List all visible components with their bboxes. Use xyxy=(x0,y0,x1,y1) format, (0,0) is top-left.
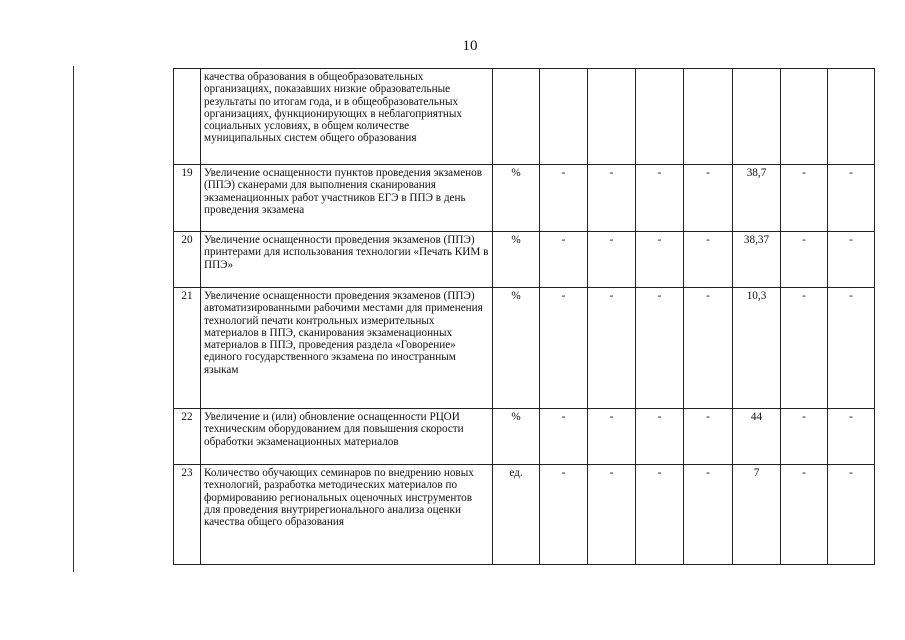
value-cell xyxy=(828,69,875,165)
value-cell: - xyxy=(540,288,588,409)
indicator-name: Увеличение оснащенности проведения экзаменов (ППЭ) автоматизированными рабочими местами для применения технологий печати контрольных измерительных материалов в ППЭ, сканирования экзаменационных материалов в ППЭ, проведения раздела «Говорение» единого государственного экзамена по иностранным языкам xyxy=(201,288,493,409)
value-cell xyxy=(588,69,636,165)
value-cell: - xyxy=(781,165,828,232)
unit-cell: % xyxy=(493,232,540,288)
page-number: 10 xyxy=(462,38,478,54)
row-number xyxy=(174,69,201,165)
value-cell: - xyxy=(588,409,636,465)
indicator-name: Количество обучающих семинаров по внедрению новых технологий, разработка методических материалов по формированию региональных оценочных инструментов для проведения внутрирегионального анализа оценки качества общего образования xyxy=(201,465,493,565)
value-cell: 10,3 xyxy=(733,288,781,409)
value-cell: - xyxy=(588,465,636,565)
table-body xyxy=(174,69,875,565)
indicator-name: Увеличение оснащенности проведения экзаменов (ППЭ) принтерами для использования технологии «Печать КИМ в ППЭ» xyxy=(201,232,493,288)
value-cell: - xyxy=(588,288,636,409)
value-cell xyxy=(781,69,828,165)
value-cell: 44 xyxy=(733,409,781,465)
value-cell: 38,7 xyxy=(733,165,781,232)
value-cell: - xyxy=(781,409,828,465)
table-row xyxy=(174,409,875,465)
value-cell: 7 xyxy=(733,465,781,565)
value-cell: - xyxy=(828,232,875,288)
value-cell: - xyxy=(781,232,828,288)
unit-cell xyxy=(493,69,540,165)
value-cell: - xyxy=(684,165,733,232)
value-cell: 38,37 xyxy=(733,232,781,288)
unit-cell: % xyxy=(493,409,540,465)
value-cell: - xyxy=(781,288,828,409)
value-cell xyxy=(540,69,588,165)
value-cell: - xyxy=(828,165,875,232)
value-cell: - xyxy=(540,232,588,288)
value-cell: - xyxy=(540,465,588,565)
value-cell: - xyxy=(684,409,733,465)
table-row xyxy=(174,465,875,565)
value-cell: - xyxy=(684,465,733,565)
value-cell: - xyxy=(781,465,828,565)
table-row xyxy=(174,232,875,288)
value-cell: - xyxy=(588,232,636,288)
indicators-table xyxy=(173,68,875,565)
indicator-name: качества образования в общеобразовательных организациях, показавших низкие образовательные результаты по итогам года, и в общеобразовательных организациях, функционирующих в неблагоприятных социальных условиях, в общем количестве муниципальных систем общего образования xyxy=(201,69,493,165)
value-cell: - xyxy=(636,232,684,288)
value-cell: - xyxy=(588,165,636,232)
unit-cell: % xyxy=(493,165,540,232)
value-cell: - xyxy=(636,288,684,409)
value-cell: - xyxy=(540,409,588,465)
value-cell xyxy=(733,69,781,165)
value-cell: - xyxy=(828,465,875,565)
value-cell: - xyxy=(828,409,875,465)
value-cell: - xyxy=(828,288,875,409)
row-number: 22 xyxy=(174,409,201,465)
row-number: 23 xyxy=(174,465,201,565)
margin-line xyxy=(73,66,74,572)
value-cell: - xyxy=(684,288,733,409)
value-cell: - xyxy=(684,232,733,288)
table-row xyxy=(174,288,875,409)
row-number: 19 xyxy=(174,165,201,232)
value-cell: - xyxy=(636,465,684,565)
indicator-name: Увеличение оснащенности пунктов проведения экзаменов (ППЭ) сканерами для выполнения сканирования экзаменационных работ участников ЕГЭ в ППЭ в день проведения экзамена xyxy=(201,165,493,232)
value-cell: - xyxy=(636,165,684,232)
indicator-name: Увеличение и (или) обновление оснащенности РЦОИ техническим оборудованием для повышения скорости обработки экзаменационных материалов xyxy=(201,409,493,465)
row-number: 20 xyxy=(174,232,201,288)
value-cell: - xyxy=(540,165,588,232)
unit-cell: % xyxy=(493,288,540,409)
value-cell: - xyxy=(636,409,684,465)
unit-cell: ед. xyxy=(493,465,540,565)
table-row xyxy=(174,69,875,165)
value-cell xyxy=(636,69,684,165)
row-number: 21 xyxy=(174,288,201,409)
table-row xyxy=(174,165,875,232)
value-cell xyxy=(684,69,733,165)
